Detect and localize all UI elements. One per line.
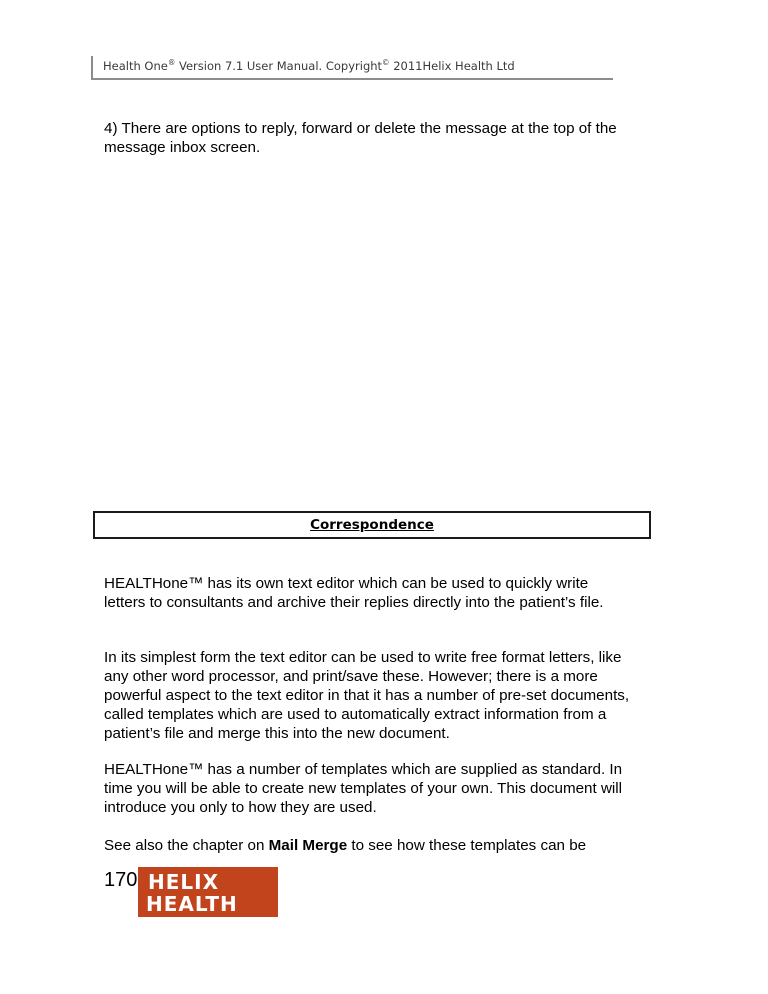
section-heading-box (93, 511, 651, 539)
header-text: Health One® Version 7.1 User Manual. Copyright© 2011Helix Health Ltd (103, 58, 515, 73)
helix-health-logo (138, 867, 278, 917)
svg-text:HEALTH: HEALTH (146, 892, 238, 916)
paragraph-editor-intro: HEALTHone™ has its own text editor which can be used to quickly write letters to consultants and archive their replies directly into the patient’s file. (104, 575, 604, 611)
paragraph-templates: In its simplest form the text editor can be used to write free format letters, like any other word processor, and print/save these. However; there is a more powerful aspect to the text editor in that it has a number of pre-set documents, called templates which are used to automatically extract information from a patient’s file and merge this into the new document. (104, 649, 630, 742)
paragraph-mail-merge: See also the chapter on Mail Merge to see how these templates can be (104, 837, 587, 854)
mail-merge-reference: Mail Merge (268, 837, 348, 854)
intro-paragraph: 4) There are options to reply, forward or delete the message at the top of the message inbox screen. (104, 120, 617, 156)
svg-text:HELIX: HELIX (148, 870, 220, 894)
page-header (91, 56, 613, 80)
paragraph-supplied-templates: HEALTHone™ has a number of templates which are supplied as standard. In time you will be able to create new templates of your own. This document will introduce you only to how they are used. (104, 761, 623, 816)
section-title: Correspondence (310, 517, 434, 533)
page-number: 170 (104, 869, 138, 891)
